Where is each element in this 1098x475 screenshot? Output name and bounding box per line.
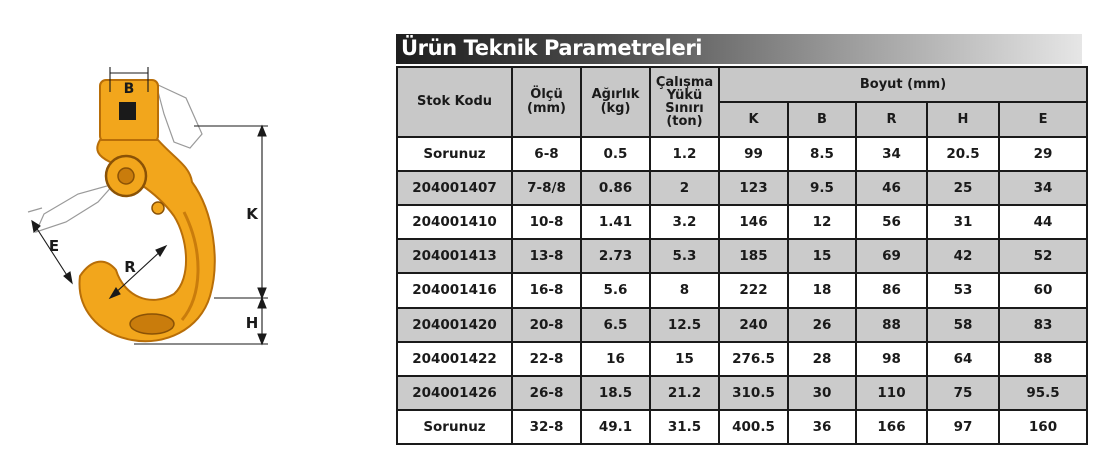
cell-dim-h: 64 [927, 342, 999, 376]
cell-wll: 1.2 [650, 137, 719, 171]
cell-size: 7-8/8 [512, 171, 581, 205]
cell-size: 22-8 [512, 342, 581, 376]
header-dimension-group: Boyut (mm) [719, 67, 1087, 102]
spec-table [396, 66, 1088, 445]
header-dim-b: B [788, 102, 856, 137]
cell-dim-e: 34 [999, 171, 1087, 205]
table-row [397, 273, 1087, 307]
cell-dim-r: 88 [856, 308, 927, 342]
cell-wll: 2 [650, 171, 719, 205]
dim-label-r: R [124, 258, 136, 276]
cell-weight: 0.5 [581, 137, 650, 171]
table-row [397, 137, 1087, 171]
cell-wll: 21.2 [650, 376, 719, 410]
spec-table-body [397, 137, 1087, 444]
cell-dim-r: 110 [856, 376, 927, 410]
cell-dim-r: 86 [856, 273, 927, 307]
header-dim-e: E [999, 102, 1087, 137]
cell-size: 13-8 [512, 239, 581, 273]
cell-dim-k: 123 [719, 171, 788, 205]
cell-dim-k: 400.5 [719, 410, 788, 444]
cell-wll: 8 [650, 273, 719, 307]
cell-dim-k: 240 [719, 308, 788, 342]
cell-dim-h: 53 [927, 273, 999, 307]
cell-dim-b: 28 [788, 342, 856, 376]
section-title: Ürün Teknik Parametreleri [401, 36, 703, 60]
cell-size: 6-8 [512, 137, 581, 171]
cell-weight: 5.6 [581, 273, 650, 307]
header-working-load-limit: Çalışma Yükü Sınırı (ton) [650, 67, 719, 137]
cell-stock-code: 204001422 [397, 342, 512, 376]
cell-wll: 5.3 [650, 239, 719, 273]
cell-wll: 15 [650, 342, 719, 376]
cell-dim-b: 12 [788, 205, 856, 239]
table-row [397, 342, 1087, 376]
cell-stock-code: 204001410 [397, 205, 512, 239]
cell-dim-r: 98 [856, 342, 927, 376]
cell-stock-code: 204001416 [397, 273, 512, 307]
cell-dim-h: 31 [927, 205, 999, 239]
header-dim-r: R [856, 102, 927, 137]
cell-dim-e: 88 [999, 342, 1087, 376]
cell-dim-r: 46 [856, 171, 927, 205]
header-size: Ölçü (mm) [512, 67, 581, 137]
cell-stock-code: 204001420 [397, 308, 512, 342]
cell-dim-k: 276.5 [719, 342, 788, 376]
header-weight: Ağırlık (kg) [581, 67, 650, 137]
cell-dim-k: 310.5 [719, 376, 788, 410]
cell-dim-e: 95.5 [999, 376, 1087, 410]
header-dim-h: H [927, 102, 999, 137]
dim-label-b: B [123, 81, 135, 97]
cell-dim-b: 9.5 [788, 171, 856, 205]
table-row [397, 376, 1087, 410]
cell-wll: 3.2 [650, 205, 719, 239]
cell-dim-e: 83 [999, 308, 1087, 342]
cell-dim-e: 52 [999, 239, 1087, 273]
cell-size: 10-8 [512, 205, 581, 239]
cell-dim-e: 160 [999, 410, 1087, 444]
cell-stock-code: Sorunuz [397, 410, 512, 444]
dim-label-k: K [246, 205, 258, 223]
cell-dim-b: 15 [788, 239, 856, 273]
cell-dim-e: 29 [999, 137, 1087, 171]
cell-dim-r: 166 [856, 410, 927, 444]
cell-weight: 1.41 [581, 205, 650, 239]
cell-dim-b: 8.5 [788, 137, 856, 171]
table-row [397, 308, 1087, 342]
cell-stock-code: 204001413 [397, 239, 512, 273]
shank-slot [119, 102, 136, 120]
table-row [397, 410, 1087, 444]
cell-dim-r: 69 [856, 239, 927, 273]
header-row [397, 67, 1087, 102]
cell-dim-k: 146 [719, 205, 788, 239]
hook-throat-section [130, 314, 174, 334]
hook-diagram [14, 62, 284, 362]
cell-weight: 18.5 [581, 376, 650, 410]
cell-dim-k: 185 [719, 239, 788, 273]
cell-dim-b: 18 [788, 273, 856, 307]
table-row [397, 239, 1087, 273]
cell-dim-h: 25 [927, 171, 999, 205]
section-title-bar [396, 34, 1082, 64]
cell-dim-e: 60 [999, 273, 1087, 307]
cell-dim-h: 58 [927, 308, 999, 342]
cell-dim-h: 20.5 [927, 137, 999, 171]
cell-size: 16-8 [512, 273, 581, 307]
cell-dim-h: 75 [927, 376, 999, 410]
cell-dim-b: 36 [788, 410, 856, 444]
cell-stock-code: 204001407 [397, 171, 512, 205]
cell-wll: 31.5 [650, 410, 719, 444]
cell-stock-code: Sorunuz [397, 137, 512, 171]
header-stock-code: Stok Kodu [397, 67, 512, 137]
table-row [397, 205, 1087, 239]
cell-dim-b: 26 [788, 308, 856, 342]
dim-label-e: E [48, 237, 60, 255]
cell-dim-k: 99 [719, 137, 788, 171]
latch-pin [152, 202, 164, 214]
cell-weight: 16 [581, 342, 650, 376]
table-row [397, 171, 1087, 205]
cell-dim-h: 97 [927, 410, 999, 444]
cell-dim-r: 34 [856, 137, 927, 171]
header-dim-k: K [719, 102, 788, 137]
cell-size: 20-8 [512, 308, 581, 342]
cell-stock-code: 204001426 [397, 376, 512, 410]
cell-size: 26-8 [512, 376, 581, 410]
cell-wll: 12.5 [650, 308, 719, 342]
cell-dim-k: 222 [719, 273, 788, 307]
cell-weight: 2.73 [581, 239, 650, 273]
cell-weight: 0.86 [581, 171, 650, 205]
dim-label-h: H [245, 314, 259, 332]
cell-dim-e: 44 [999, 205, 1087, 239]
cell-dim-r: 56 [856, 205, 927, 239]
cell-dim-b: 30 [788, 376, 856, 410]
cell-dim-h: 42 [927, 239, 999, 273]
cell-weight: 6.5 [581, 308, 650, 342]
cell-weight: 49.1 [581, 410, 650, 444]
cell-size: 32-8 [512, 410, 581, 444]
